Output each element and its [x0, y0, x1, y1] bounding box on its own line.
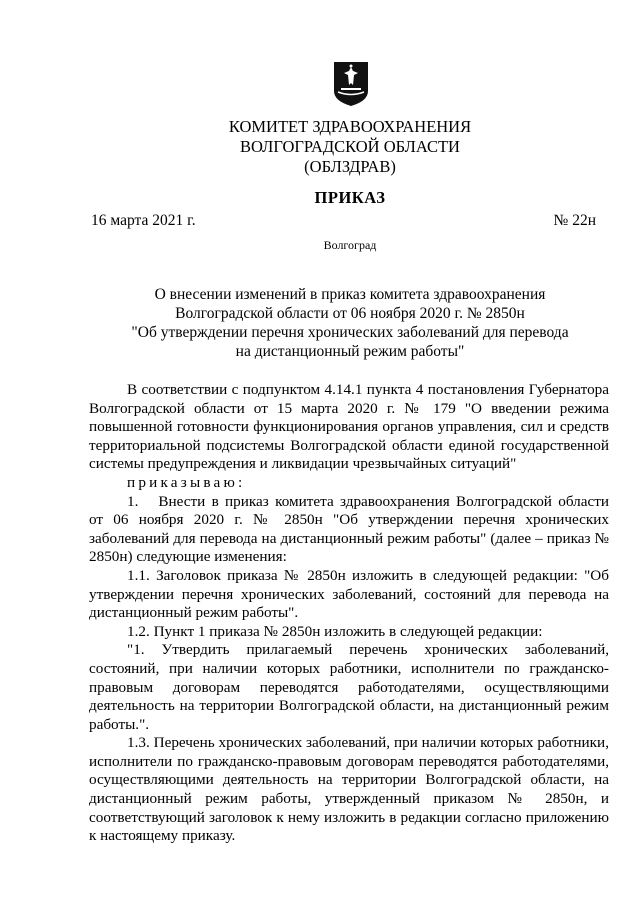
- subject-line-2: Волгоградской области от 06 ноября 2020 г. № 2850н: [175, 305, 525, 322]
- subject-line-4: на дистанционный режим работы": [235, 343, 465, 360]
- coat-of-arms-icon: [333, 61, 369, 107]
- document-body: [89, 381, 609, 846]
- item-1-text: Внести в приказ комитета здравоохранения Волгоградской области от 06 ноября 2020 г. № 2850н "Об утверждении перечня хронических заболеваний для перевода на дистанционный режим работы" (далее – приказ № 2850н) следующие изменения:: [89, 492, 609, 566]
- document-date: 16 марта 2021 г.: [91, 212, 196, 229]
- org-line-1: КОМИТЕТ ЗДРАВООХРАНЕНИЯ: [228, 117, 472, 136]
- organization-name: [150, 117, 550, 177]
- document-city: Волгоград: [323, 238, 377, 252]
- item-1-1-paragraph: 1.1. Заголовок приказа № 2850н изложить в следующей редакции: "Об утверждении перечня хронических заболеваний, состояний для перевода на дистанционный режим работы".: [89, 566, 609, 622]
- document-number: № 22н: [553, 212, 596, 229]
- item-1-2-quote-paragraph: "1. Утвердить прилагаемый перечень хронических заболеваний, состояний, при наличии которых работники, исполнители по гражданско-правовым договорам переводятся работодателями, осуществляющими деятельность на территории Волгоградской области, на дистанционный режим работы.".: [89, 641, 609, 733]
- item-1-number: 1.: [127, 492, 139, 510]
- subject-line-1: О внесении изменений в приказ комитета здравоохранения: [154, 286, 546, 303]
- subject-line-3: "Об утверждении перечня хронических заболеваний для перевода: [131, 324, 569, 341]
- org-line-3: (ОБЛЗДРАВ): [304, 157, 396, 176]
- item-1-3-paragraph: 1.3. Перечень хронических заболеваний, при наличии которых работники, исполнители по гражданско-правовым договорам переводятся работодателями, осуществляющими деятельность на территории Волгоградской области, на дистанционный режим работы, утвержденный приказом № 2850н, и соответствующий заголовок к нему изложить в редакции согласно приложению к настоящему приказу.: [89, 734, 609, 845]
- item-1-paragraph: [89, 493, 609, 567]
- preamble-paragraph: В соответствии с подпунктом 4.14.1 пункта 4 постановления Губернатора Волгоградской области от 15 марта 2020 г. № 179 "О введении режима повышенной готовности функционирования органов управления, сил и средств территориальной подсистемы Волгоградской области единой государственной системы предупреждения и ликвидации чрезвычайных ситуаций": [89, 381, 609, 473]
- org-line-2: ВОЛГОГРАДСКОЙ ОБЛАСТИ: [240, 137, 460, 156]
- item-1-2-paragraph: 1.2. Пункт 1 приказа № 2850н изложить в следующей редакции:: [127, 622, 543, 640]
- decree-word: приказываю:: [127, 473, 246, 491]
- document-type-title: ПРИКАЗ: [314, 188, 386, 207]
- document-subject: [120, 285, 580, 361]
